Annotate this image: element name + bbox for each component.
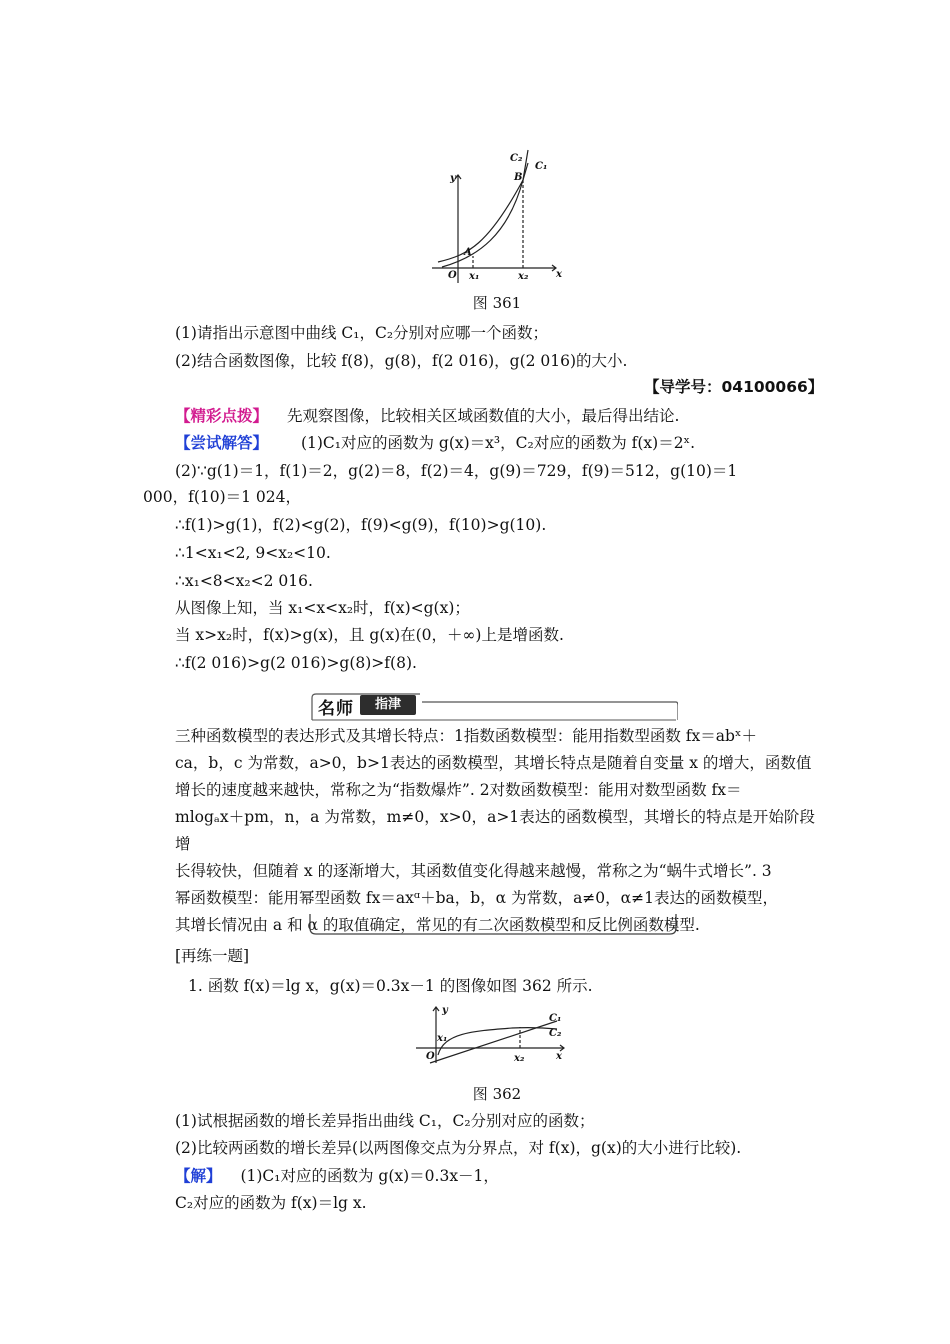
answer-3: ∴f(1)>g(1)，f(2)<g(2)，f(9)<g(9)，f(10)>g(10).	[175, 516, 547, 534]
figure-362-caption: 图 362	[472, 1085, 522, 1103]
label-x2: x₂	[518, 271, 529, 282]
answer-1: (1)C₁对应的函数为 g(x)＝x³，C₂对应的函数为 f(x)＝2ˣ.	[300, 434, 696, 452]
answer-tag: 【尝试解答】	[175, 434, 269, 452]
hint-text: 先观察图像，比较相关区域函数值的大小，最后得出结论.	[286, 407, 680, 425]
tips-line: 其增长情况由 a 和 α 的取值确定，常见的有二次函数模型和反比例函数模型.	[175, 916, 700, 934]
label-y: y	[442, 1005, 448, 1016]
practice-question-1: (1)试根据函数的增长差异指出曲线 C₁，C₂分别对应的函数；	[175, 1112, 595, 1130]
guide-number: 【导学号：04100066】	[644, 378, 824, 396]
label-o: O	[448, 270, 457, 281]
tips-line: 三种函数模型的表达形式及其增长特点：1指数函数模型：能用指数型函数 fx＝abˣ＋	[175, 727, 758, 745]
answer-4: ∴1<x₁<2, 9<x₂<10.	[175, 544, 331, 562]
solution-tag: 【解】	[175, 1167, 222, 1185]
answer-2b: 000，f(10)＝1 024，	[143, 488, 302, 506]
practice-1: 1. 函数 f(x)＝lg x，g(x)＝0.3x－1 的图像如图 362 所示.	[188, 977, 593, 995]
answer-2a: (2)∵g(1)＝1，f(1)＝2，g(2)＝8，f(2)＝4，g(9)＝729，f(9)＝512，g(10)＝1	[175, 462, 738, 480]
label-c2: C₂	[549, 1028, 562, 1039]
solution-1: (1)C₁对应的函数为 g(x)＝0.3x－1，	[240, 1167, 499, 1185]
label-o: O	[426, 1051, 435, 1062]
label-b: B	[514, 172, 523, 183]
solution-line-1	[175, 1165, 499, 1187]
curve-c2	[442, 150, 528, 267]
label-c2: C₂	[510, 153, 523, 164]
tips-paragraph	[175, 723, 815, 939]
label-x: x	[556, 269, 562, 280]
question-1: (1)请指出示意图中曲线 C₁，C₂分别对应哪一个函数；	[175, 324, 549, 342]
answer-line-1	[175, 432, 695, 454]
label-c1: C₁	[549, 1013, 562, 1024]
tips-line: mlogₐx＋pm，n，a 为常数，m≠0，x>0，a>1表达的函数模型，其增长的特点是开始阶段增	[175, 808, 815, 853]
tips-title: 名师	[318, 699, 354, 719]
label-x: x	[556, 1051, 562, 1062]
label-x1: x₁	[437, 1033, 448, 1044]
solution-2: C₂对应的函数为 f(x)＝lg x.	[175, 1194, 367, 1212]
answer-7: 当 x>x₂时，f(x)>g(x)，且 g(x)在(0，＋∞)上是增函数.	[175, 626, 564, 644]
label-c1: C₁	[535, 161, 548, 172]
label-x2: x₂	[514, 1053, 525, 1064]
tips-badge: 指津	[360, 695, 416, 715]
label-y: y	[450, 173, 456, 184]
tips-line: 增长的速度越来越快，常称之为“指数爆炸”. 2对数函数模型：能用对数型函数 fx＝	[175, 781, 742, 799]
tips-line: ca，b，c 为常数，a>0，b>1表达的函数模型，其增长特点是随着自变量 x 的增大，函数值	[175, 754, 812, 772]
question-2: (2)结合函数图像，比较 f(8)，g(8)，f(2 016)，g(2 016)的大小.	[175, 352, 628, 370]
label-a: A	[464, 247, 472, 258]
hint-tag: 【精彩点拨】	[175, 407, 269, 425]
tips-box-footer	[306, 910, 678, 940]
practice-question-2: (2)比较两函数的增长差异(以两图像交点为分界点，对 f(x)，g(x)的大小进行比较).	[175, 1139, 742, 1157]
answer-8: ∴f(2 016)>g(2 016)>g(8)>f(8).	[175, 654, 417, 672]
figure-361-caption: 图 361	[472, 294, 522, 312]
answer-6: 从图像上知，当 x₁<x<x₂时，f(x)<g(x)；	[175, 599, 470, 617]
answer-5: ∴x₁<8<x₂<2 016.	[175, 572, 313, 590]
tips-line: 幂函数模型：能用幂型函数 fx＝axᵅ＋ba，b，α 为常数，a≠0，α≠1表达的函数模型，	[175, 889, 778, 907]
label-x1: x₁	[469, 271, 480, 282]
hint-line	[175, 405, 679, 427]
figure-361	[428, 145, 568, 285]
tips-line: 长得较快，但随着 x 的逐渐增大，其函数值变化得越来越慢，常称之为“蜗牛式增长”. 3	[175, 862, 772, 880]
figure-362	[412, 1003, 572, 1068]
practice-header: [再练一题]	[175, 947, 250, 965]
